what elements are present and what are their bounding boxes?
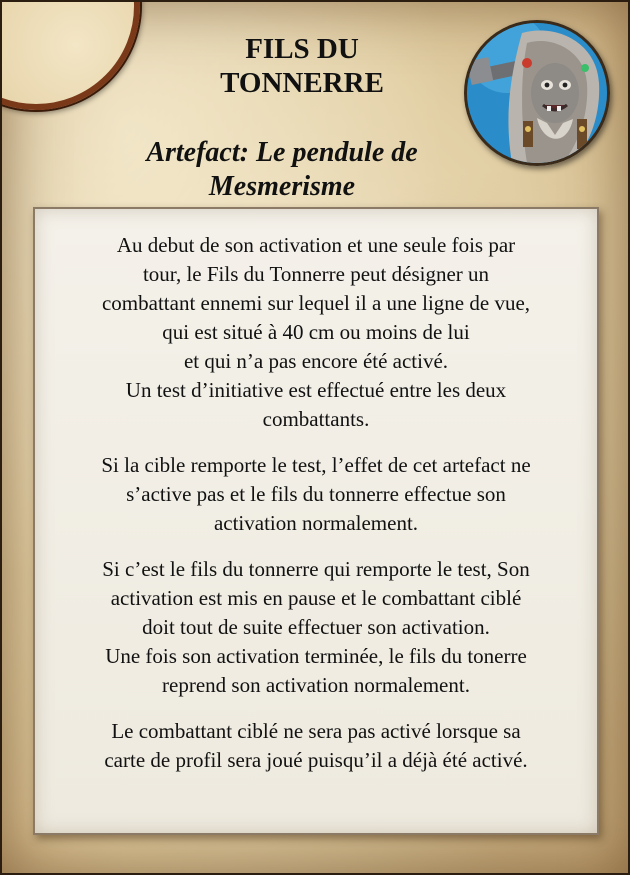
rules-paragraph [57, 717, 575, 775]
rules-text-panel [33, 207, 599, 835]
rules-line: Un test d’initiative est effectué entre les deux [125, 378, 507, 402]
artifact-title [92, 136, 472, 204]
artifact-title-line: Artefact: Le pendule de [146, 137, 418, 168]
rules-line: qui est situé à 40 cm ou moins de lui [162, 320, 470, 344]
rules-line: reprend son activation normalement. [162, 673, 470, 697]
card-title-line: FILS DU [245, 33, 359, 65]
rules-line: Au debut de son activation et une seule fois par [116, 233, 516, 257]
rules-line: activation est mis en pause et le combattant ciblé [110, 586, 522, 610]
rules-line: et qui n’a pas encore été activé. [183, 349, 449, 373]
warrior-portrait-icon [464, 20, 610, 166]
rules-line: combattant ennemi sur lequel il a une ligne de vue, [101, 291, 531, 315]
artifact-title-line: Mesmerisme [208, 171, 356, 202]
rules-line: carte de profil sera joué puisqu’il a déjà été activé. [104, 748, 528, 772]
rules-line: combattants. [262, 407, 370, 431]
cost-badge [0, 0, 140, 110]
rules-line: activation normalement. [213, 511, 419, 535]
card-title-line: TONNERRE [220, 67, 384, 99]
rules-paragraph [57, 231, 575, 434]
rules-line: Le combattant ciblé ne sera pas activé lorsque sa [111, 719, 521, 743]
card-title [152, 32, 452, 100]
rules-line: s’active pas et le fils du tonnerre effectue son [126, 482, 506, 506]
rules-line: Si la cible remporte le test, l’effet de cet artefact ne [101, 453, 531, 477]
rules-line: Une fois son activation terminée, le fils du tonerre [105, 644, 527, 668]
rules-paragraph [57, 451, 575, 538]
rules-paragraph [57, 555, 575, 700]
rules-line: doit tout de suite effectuer son activation. [142, 615, 490, 639]
rules-line: tour, le Fils du Tonnerre peut désigner un [142, 262, 490, 286]
rules-line: Si c’est le fils du tonnerre qui remporte le test, Son [102, 557, 530, 581]
